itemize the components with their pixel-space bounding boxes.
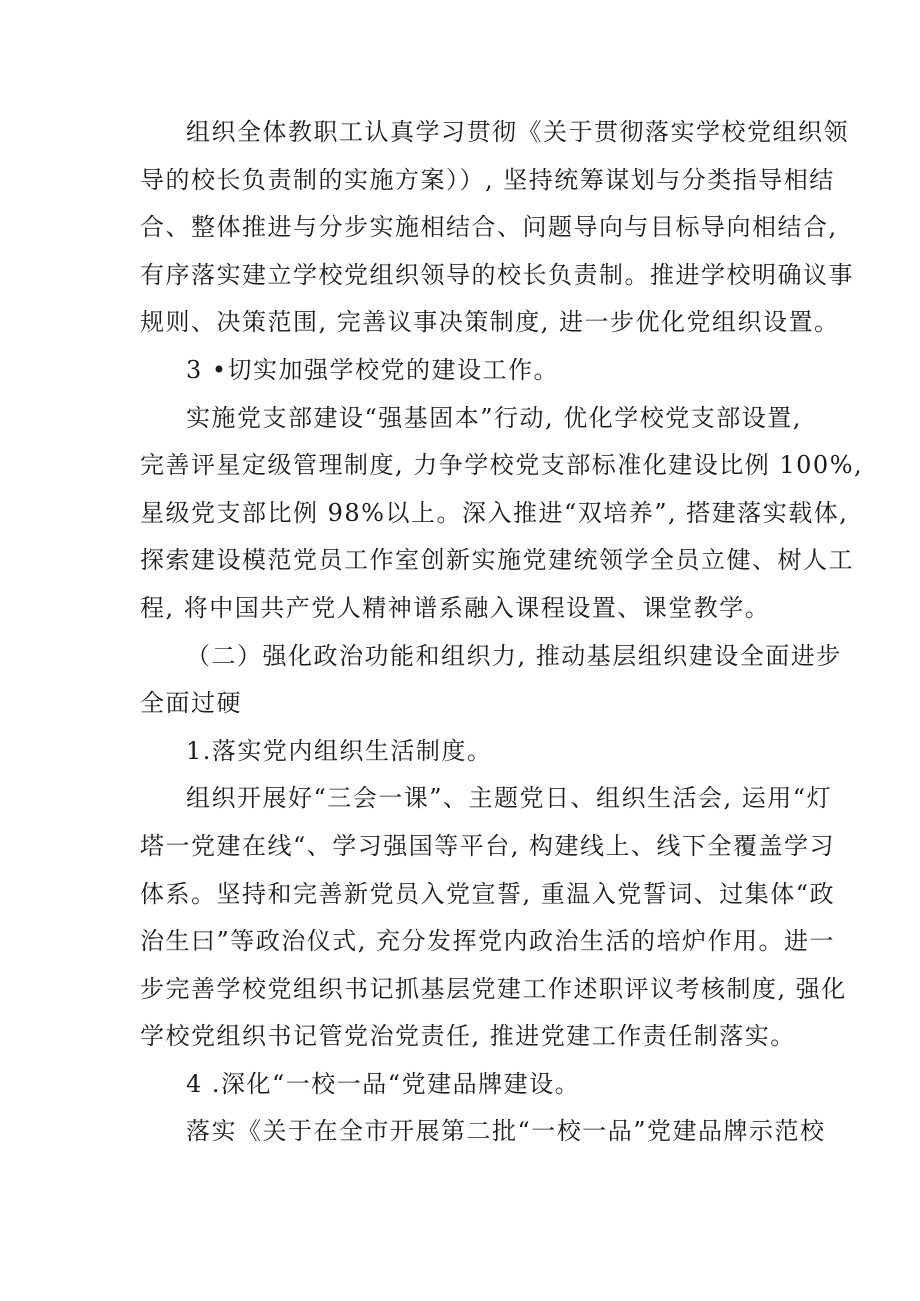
section-heading: 1.落实党内组织生活制度。 <box>186 736 493 765</box>
section-heading-continued: 全面过硬 <box>140 689 242 718</box>
body-line: 实施党支部建设“强基固本”行动, 优化学校党支部设置, <box>186 403 802 432</box>
document-body <box>140 109 864 1156</box>
body-line: 合、整体推进与分步实施相结合、问题导向与目标导向相结合, <box>140 213 838 242</box>
body-line: 体系。坚持和完善新党员入党宣誓, 重温入党誓词、过集体“政 <box>140 879 836 908</box>
body-line: 组织开展好“三会一课”、主题党日、组织生活会, 运用“灯 <box>186 784 833 813</box>
body-line: 星级党支部比例 98%以上。深入推进“双培养”, 搭建落实载体, <box>140 498 849 527</box>
body-line: 治生曰”等政治仪式, 充分发挥党内政治生活的培炉作用。进一 <box>140 927 836 956</box>
body-line: 步完善学校党组织书记抓基层党建工作述职评议考核制度, 强化 <box>140 974 847 1003</box>
body-line: 学校党组织书记管党治党责任, 推进党建工作责任制落实。 <box>140 1022 796 1051</box>
body-line: 程, 将中国共产党人精神谱系融入课程设置、课堂教学。 <box>140 593 771 622</box>
body-line: 完善评星定级管理制度, 力争学校党支部标准化建设比例 100%, <box>140 451 864 480</box>
body-line: 塔一党建在线“、学习强国等平台, 构建线上、线下全覆盖学习 <box>140 831 836 860</box>
section-heading: 4 .深化“一校一品“党建品牌建设。 <box>186 1069 581 1098</box>
body-line: 有序落实建立学校党组织领导的校长负责制。推进学校明确议事 <box>140 260 854 289</box>
body-line: 规则、决策范围, 完善议事决策制度, 进一步优化党组织设置。 <box>140 308 840 337</box>
body-line: 组织全体教职工认真学习贯彻《关于贯彻落实学校党组织领 <box>186 118 849 146</box>
section-heading: 3 •切实加强学校党的建设工作。 <box>186 355 560 384</box>
body-line: 导的校长负责制的实施方案））, 坚持统筹谋划与分类指导相结 <box>140 165 835 194</box>
body-line: 落实《关于在全市开展第二批“一校一品”党建品牌示范校 <box>186 1117 826 1146</box>
section-heading: （二）强化政治功能和组织力, 推动基层组织建设全面进步 <box>186 641 842 670</box>
body-line: 探索建设模范党员工作室创新实施党建统领学全员立健、树人工 <box>140 546 854 575</box>
